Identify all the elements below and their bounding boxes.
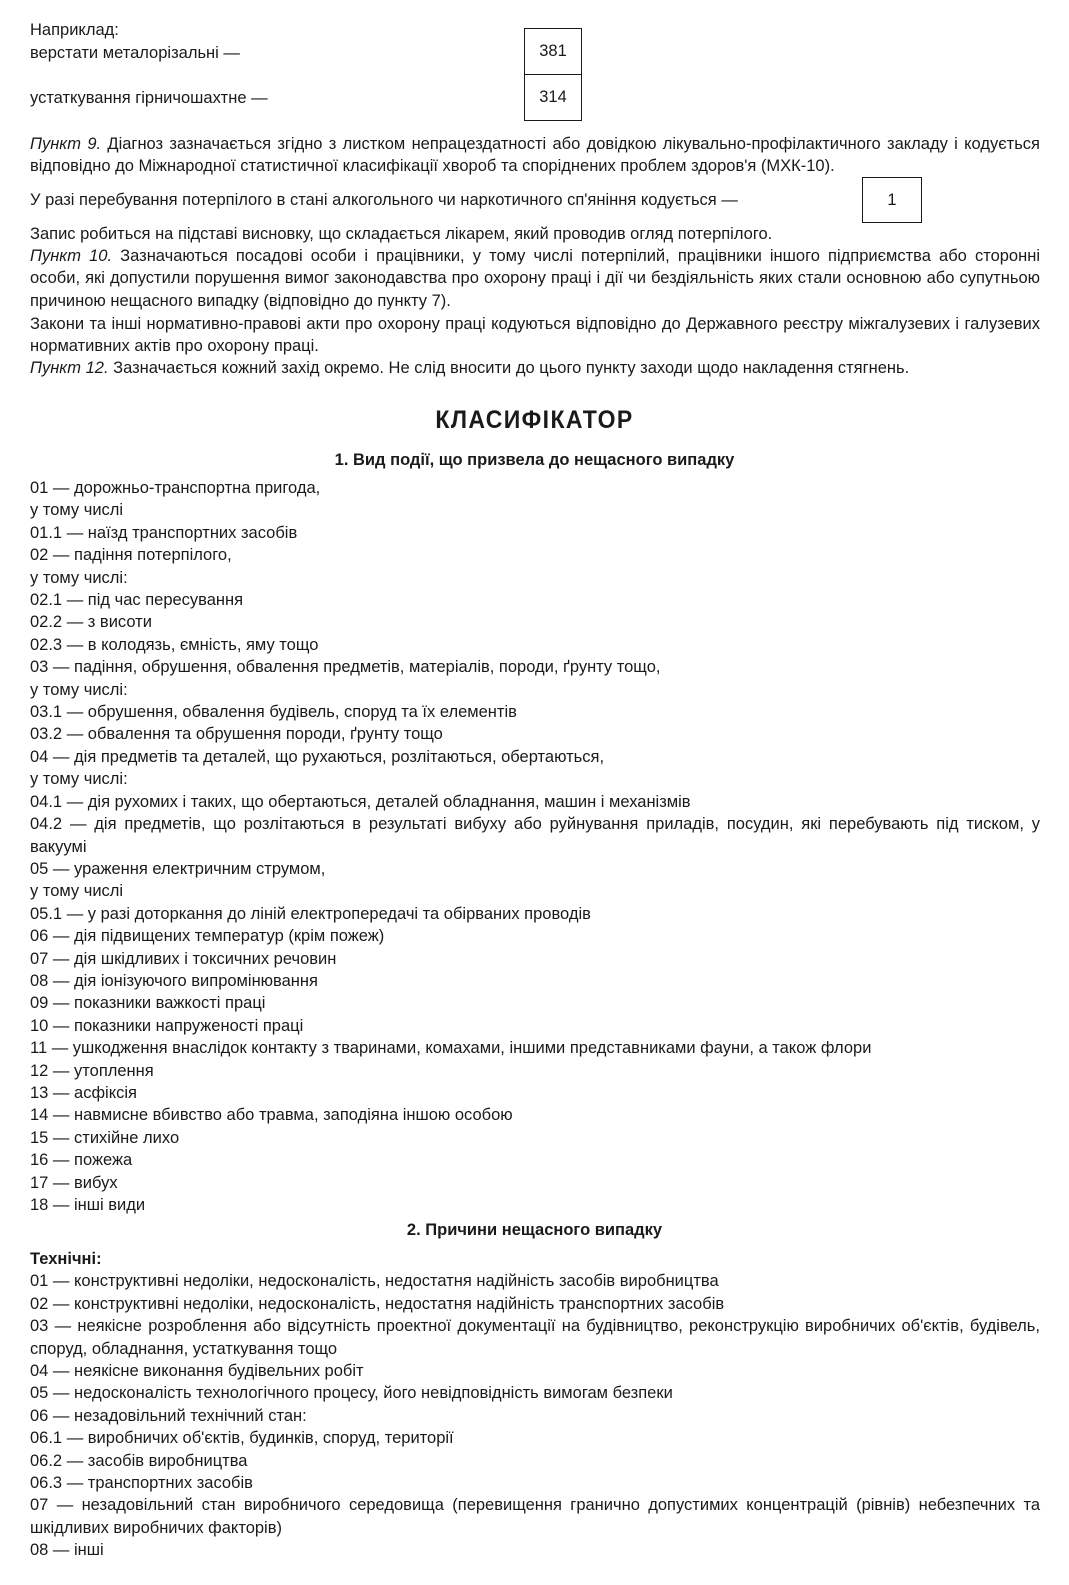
list-item: 05 — недосконалість технологічного процесу, його невідповідність вимогам безпеки bbox=[30, 1384, 673, 1403]
list-item: 02.1 — під час пересування bbox=[30, 591, 244, 610]
list-item: 03.1 — обрушення, обвалення будівель, споруд та їх елементів bbox=[30, 703, 517, 722]
list-item: 07 — дія шкідливих і токсичних речовин bbox=[30, 949, 337, 968]
section-1-title: 1. Вид події, що призвела до нещасного випадку bbox=[334, 451, 735, 469]
section-1-list bbox=[30, 477, 1040, 1216]
section-2-category: Технічні: bbox=[30, 1250, 102, 1268]
list-item: 01 — конструктивні недоліки, недосконалість, недостатня надійність засобів виробництва bbox=[30, 1272, 719, 1291]
list-item: 03 — падіння, обрушення, обвалення предметів, матеріалів, породи, ґрунту тощо, bbox=[30, 658, 661, 677]
example-code-box-2: 314 bbox=[524, 74, 582, 121]
list-item: 06 — незадовільний технічний стан: bbox=[30, 1406, 307, 1425]
point-10-lead: Пункт 10. bbox=[30, 247, 113, 265]
example-intro: Наприклад: bbox=[30, 21, 119, 39]
point-9-lead: Пункт 9. bbox=[30, 135, 102, 153]
section-2-title: 2. Причини нещасного випадку bbox=[406, 1221, 663, 1239]
list-item: 04 — неякісне виконання будівельних робіт bbox=[30, 1362, 364, 1381]
example-label-1: верстати металорізальні — bbox=[30, 44, 240, 62]
laws-paragraph: Закони та інші нормативно-правові акти про охорону праці кодуються відповідно до Державного реєстру міжгалузевих і галузевих нормативних актів про охорону праці. bbox=[30, 315, 1040, 356]
list-item: 05 — ураження електричним струмом, bbox=[30, 859, 326, 878]
list-item: 06.3 — транспортних засобів bbox=[30, 1474, 253, 1493]
section-2-block bbox=[30, 1248, 1040, 1562]
list-item: у тому числі bbox=[30, 501, 124, 520]
list-item: 09 — показники важкості праці bbox=[30, 994, 266, 1013]
list-item: 04.2 — дія предметів, що розлітаються в результаті вибуху або руйнування приладів, посудин, які перебувають під тиском, у вакуумі bbox=[30, 815, 1040, 856]
example-code-box-1: 381 bbox=[524, 28, 582, 75]
list-item: 18 — інші види bbox=[30, 1196, 146, 1214]
list-item: 04 — дія предметів та деталей, що рухаються, розлітаються, обертаються, bbox=[30, 747, 605, 766]
list-item: 05.1 — у разі доторкання до ліній електропередачі та обірваних проводів bbox=[30, 904, 591, 923]
list-item: 02 — конструктивні недоліки, недосконалість, недостатня надійність транспортних засобів bbox=[30, 1294, 725, 1313]
list-item: 16 — пожежа bbox=[30, 1151, 133, 1170]
doctor-note: Запис робиться на підставі висновку, що складається лікарем, який проводив огляд потерпілого. bbox=[30, 225, 773, 243]
list-item: 12 — утоплення bbox=[30, 1061, 154, 1080]
list-item: 10 — показники напруженості праці bbox=[30, 1016, 304, 1035]
point-12-paragraph bbox=[30, 357, 1040, 379]
list-item: у тому числі: bbox=[30, 568, 128, 587]
point-10-paragraph bbox=[30, 245, 1040, 312]
intoxication-code-box: 1 bbox=[862, 177, 922, 223]
list-item: 01.1 — наїзд транспортних засобів bbox=[30, 523, 298, 542]
point-12-text: Зазначається кожний захід окремо. Не слід вносити до цього пункту заходи щодо накладення стягнень. bbox=[108, 359, 910, 377]
list-item: у тому числі: bbox=[30, 770, 128, 789]
list-item: 08 — дія іонізуючого випромінювання bbox=[30, 971, 318, 990]
list-item: 02.3 — в колодязь, ємність, яму тощо bbox=[30, 635, 319, 654]
section-2-list bbox=[30, 1270, 1040, 1561]
classifier-title: КЛАСИФІКАТОР bbox=[435, 406, 634, 434]
list-item: 06.2 — засобів виробництва bbox=[30, 1451, 248, 1470]
list-item: 14 — навмисне вбивство або травма, заподіяна іншою особою bbox=[30, 1106, 513, 1125]
point-12-lead: Пункт 12. bbox=[30, 359, 109, 377]
list-item: 17 — вибух bbox=[30, 1173, 118, 1192]
list-item: у тому числі bbox=[30, 882, 124, 901]
list-item: 13 — асфіксія bbox=[30, 1083, 137, 1102]
intoxication-text: У разі перебування потерпілого в стані алкогольного чи наркотичного сп'яніння кодується — bbox=[30, 191, 738, 209]
point-9-text: Діагноз зазначається згідно з листком непрацездатності або довідкою лікувально-профілактичного закладу і кодується відповідно до Міжнародної статистичної класифікації хвороб та споріднених проблем здоров'я (МХК-10). bbox=[30, 135, 1040, 176]
list-item: 06 — дія підвищених температур (крім пожеж) bbox=[30, 927, 385, 946]
list-item: 03 — неякісне розроблення або відсутність проектної документації на будівництво, реконструкцію виробничих об'єктів, будівель, споруд, обладнання, устаткування тощо bbox=[30, 1317, 1040, 1358]
list-item: 01 — дорожньо-транспортна пригода, bbox=[30, 479, 321, 497]
list-item: 15 — стихійне лихо bbox=[30, 1128, 180, 1147]
example-label-2: устаткування гірничошахтне — bbox=[30, 89, 268, 107]
point-9-paragraph bbox=[30, 133, 1040, 178]
list-item: 06.1 — виробничих об'єктів, будинків, споруд, території bbox=[30, 1429, 454, 1448]
list-item: 07 — незадовільний стан виробничого середовища (перевищення гранично допустимих концентрацій (рівнів) небезпечних та шкідливих виробничих факторів) bbox=[30, 1496, 1040, 1537]
list-item: 02 — падіння потерпілого, bbox=[30, 546, 232, 565]
list-item: у тому числі: bbox=[30, 680, 128, 699]
list-item: 04.1 — дія рухомих і таких, що обертаються, деталей обладнання, машин і механізмів bbox=[30, 792, 691, 811]
list-item: 11 — ушкодження внаслідок контакту з тваринами, комахами, іншими представниками фауни, а також флори bbox=[30, 1039, 872, 1058]
point-10-text: Зазначаються посадові особи і працівники, у тому числі потерпілий, працівники іншого підприємства або сторонні особи, які допустили порушення вимог законодавства про охорону праці і дії чи бездіяльність яких стали основною або супутньою причиною нещасного випадку (відповідно до пункту 7). bbox=[30, 247, 1040, 310]
list-item: 03.2 — обвалення та обрушення породи, ґрунту тощо bbox=[30, 725, 443, 744]
list-item: 08 — інші bbox=[30, 1541, 104, 1560]
list-item: 02.2 — з висоти bbox=[30, 613, 152, 632]
